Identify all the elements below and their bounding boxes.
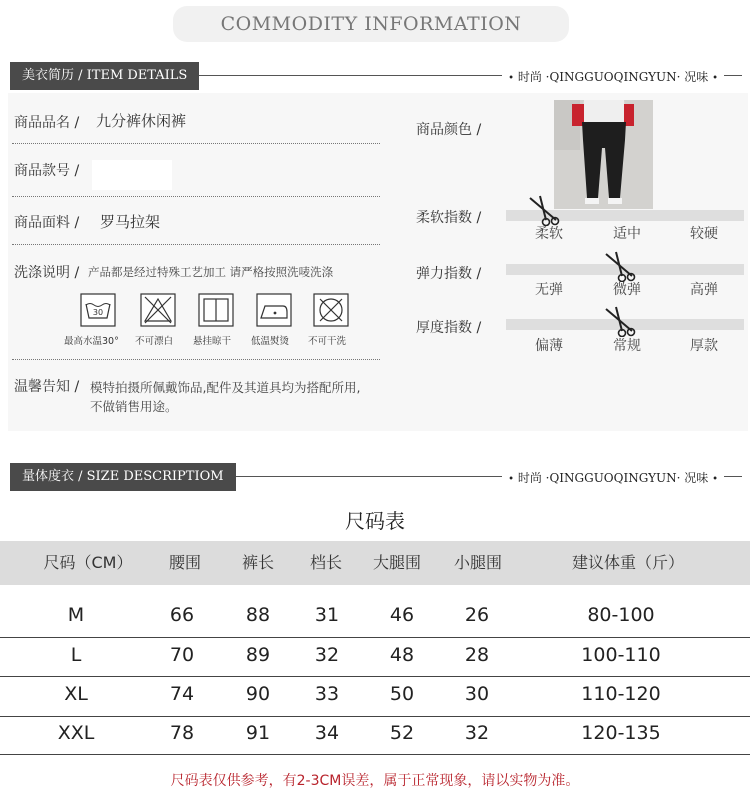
wash-30-label: 最高水温30° bbox=[64, 336, 119, 347]
cell-thigh: 48 bbox=[389, 644, 415, 666]
no-dry-clean-label: 不可干洗 bbox=[308, 336, 347, 347]
cell-rise: 33 bbox=[314, 683, 340, 705]
wash-temp-text: 30 bbox=[92, 308, 104, 317]
fabric-value: 罗马拉架 bbox=[100, 213, 161, 231]
size-disclaimer: 尺码表仅供参考，有2-3CM误差，属于正常现象，请以实物为准。 bbox=[170, 773, 580, 789]
cell-weight: 80-100 bbox=[587, 604, 655, 626]
row-divider bbox=[0, 676, 750, 677]
brand-label: 时尚 ·QINGGUOQINGYUN· 况味 bbox=[517, 471, 709, 485]
dotted-divider bbox=[12, 359, 380, 360]
cell-waist: 66 bbox=[169, 604, 195, 626]
softness-option-hard: 较硬 bbox=[690, 226, 718, 242]
cell-weight: 120-135 bbox=[581, 722, 661, 744]
dotted-divider bbox=[12, 143, 380, 144]
row-divider bbox=[0, 754, 750, 755]
notice-label: 温馨告知 / bbox=[14, 379, 80, 395]
row-divider bbox=[0, 716, 750, 717]
cell-length: 91 bbox=[245, 722, 271, 744]
item-details-header bbox=[0, 62, 750, 90]
cell-size: M bbox=[67, 604, 85, 626]
dotted-divider bbox=[12, 196, 380, 197]
cell-calf: 30 bbox=[464, 683, 490, 705]
cell-length: 89 bbox=[245, 644, 271, 666]
dotted-divider bbox=[12, 244, 380, 245]
item-details-tag: 美衣简历 / ITEM DETAILS bbox=[10, 62, 199, 90]
header-weight: 建议体重（斤） bbox=[571, 553, 685, 572]
cell-size: XXL bbox=[57, 722, 95, 744]
cell-thigh: 46 bbox=[389, 604, 415, 626]
cell-calf: 32 bbox=[464, 722, 490, 744]
code-label: 商品款号 / bbox=[14, 163, 80, 179]
cell-rise: 31 bbox=[314, 604, 340, 626]
size-description-tag: 量体度衣 / SIZE DESCRIPTIOM bbox=[10, 463, 236, 491]
product-photo bbox=[554, 100, 653, 209]
brand-label: 时尚 ·QINGGUOQINGYUN· 况味 bbox=[517, 70, 709, 84]
model-pants-image bbox=[554, 100, 653, 209]
brand-text: • 时尚 ·QINGGUOQINGYUN· 况味 • bbox=[502, 68, 724, 85]
header-calf: 小腿围 bbox=[453, 553, 503, 572]
size-table-header bbox=[0, 541, 750, 585]
cell-rise: 34 bbox=[314, 722, 340, 744]
header-thigh: 大腿围 bbox=[372, 553, 422, 572]
name-label: 商品品名 / bbox=[14, 115, 80, 131]
wash-note: 产品都是经过特殊工艺加工 请严格按照洗唛洗涤 bbox=[88, 265, 334, 279]
cell-length: 88 bbox=[245, 604, 271, 626]
header-waist: 腰围 bbox=[168, 553, 202, 572]
hang-dry-label: 悬挂晾干 bbox=[193, 336, 232, 347]
elasticity-option-slight: 微弹 bbox=[613, 282, 641, 298]
wash-30-icon bbox=[80, 293, 116, 327]
thickness-label: 厚度指数 / bbox=[416, 320, 482, 336]
no-bleach-label: 不可漂白 bbox=[135, 336, 174, 347]
cell-thigh: 50 bbox=[389, 683, 415, 705]
fabric-label: 商品面料 / bbox=[14, 215, 80, 231]
cell-calf: 28 bbox=[464, 644, 490, 666]
notice-line-1: 模特拍摄所佩戴饰品,配件及其道具均为搭配所用, bbox=[90, 380, 361, 395]
no-bleach-icon bbox=[140, 293, 176, 327]
thickness-option-thin: 偏薄 bbox=[535, 338, 563, 354]
no-dry-clean-icon bbox=[313, 293, 349, 327]
cell-waist: 70 bbox=[169, 644, 195, 666]
softness-label: 柔软指数 / bbox=[416, 210, 482, 226]
cell-thigh: 52 bbox=[389, 722, 415, 744]
cell-waist: 78 bbox=[169, 722, 195, 744]
hang-dry-icon bbox=[198, 293, 234, 327]
elasticity-option-none: 无弹 bbox=[535, 282, 563, 298]
cell-rise: 32 bbox=[314, 644, 340, 666]
notice-line-2: 不做销售用途。 bbox=[90, 399, 178, 414]
size-table-title: 尺码表 bbox=[345, 509, 405, 533]
header-size: 尺码（CM） bbox=[43, 553, 133, 572]
color-label: 商品颜色 / bbox=[416, 122, 482, 138]
cell-weight: 110-120 bbox=[581, 683, 661, 705]
softness-scissor-marker bbox=[526, 194, 560, 226]
cell-waist: 74 bbox=[169, 683, 195, 705]
row-divider bbox=[0, 637, 750, 638]
elasticity-label: 弹力指数 / bbox=[416, 266, 482, 282]
wash-label: 洗涤说明 / bbox=[14, 265, 80, 281]
code-value-box bbox=[92, 160, 172, 190]
cell-length: 90 bbox=[245, 683, 271, 705]
elasticity-scissor-marker bbox=[602, 250, 636, 282]
thickness-option-thick: 厚款 bbox=[690, 338, 718, 354]
thickness-option-regular: 常规 bbox=[613, 338, 641, 354]
cell-calf: 26 bbox=[464, 604, 490, 626]
cell-size: XL bbox=[64, 683, 88, 705]
softness-option-soft: 柔软 bbox=[535, 226, 563, 242]
header-length: 裤长 bbox=[241, 553, 275, 572]
size-description-header bbox=[0, 463, 750, 491]
low-iron-icon bbox=[256, 293, 292, 327]
name-value: 九分裤休闲裤 bbox=[96, 112, 187, 130]
commodity-information-banner: COMMODITY INFORMATION bbox=[173, 6, 569, 42]
elasticity-option-high: 高弹 bbox=[690, 282, 718, 298]
low-iron-label: 低温熨烫 bbox=[251, 336, 290, 347]
cell-size: L bbox=[70, 644, 82, 666]
thickness-scissor-marker bbox=[602, 305, 636, 337]
cell-weight: 100-110 bbox=[581, 644, 661, 666]
brand-text: • 时尚 ·QINGGUOQINGYUN· 况味 • bbox=[502, 469, 724, 486]
header-rise: 档长 bbox=[309, 553, 343, 572]
softness-option-medium: 适中 bbox=[613, 226, 641, 242]
